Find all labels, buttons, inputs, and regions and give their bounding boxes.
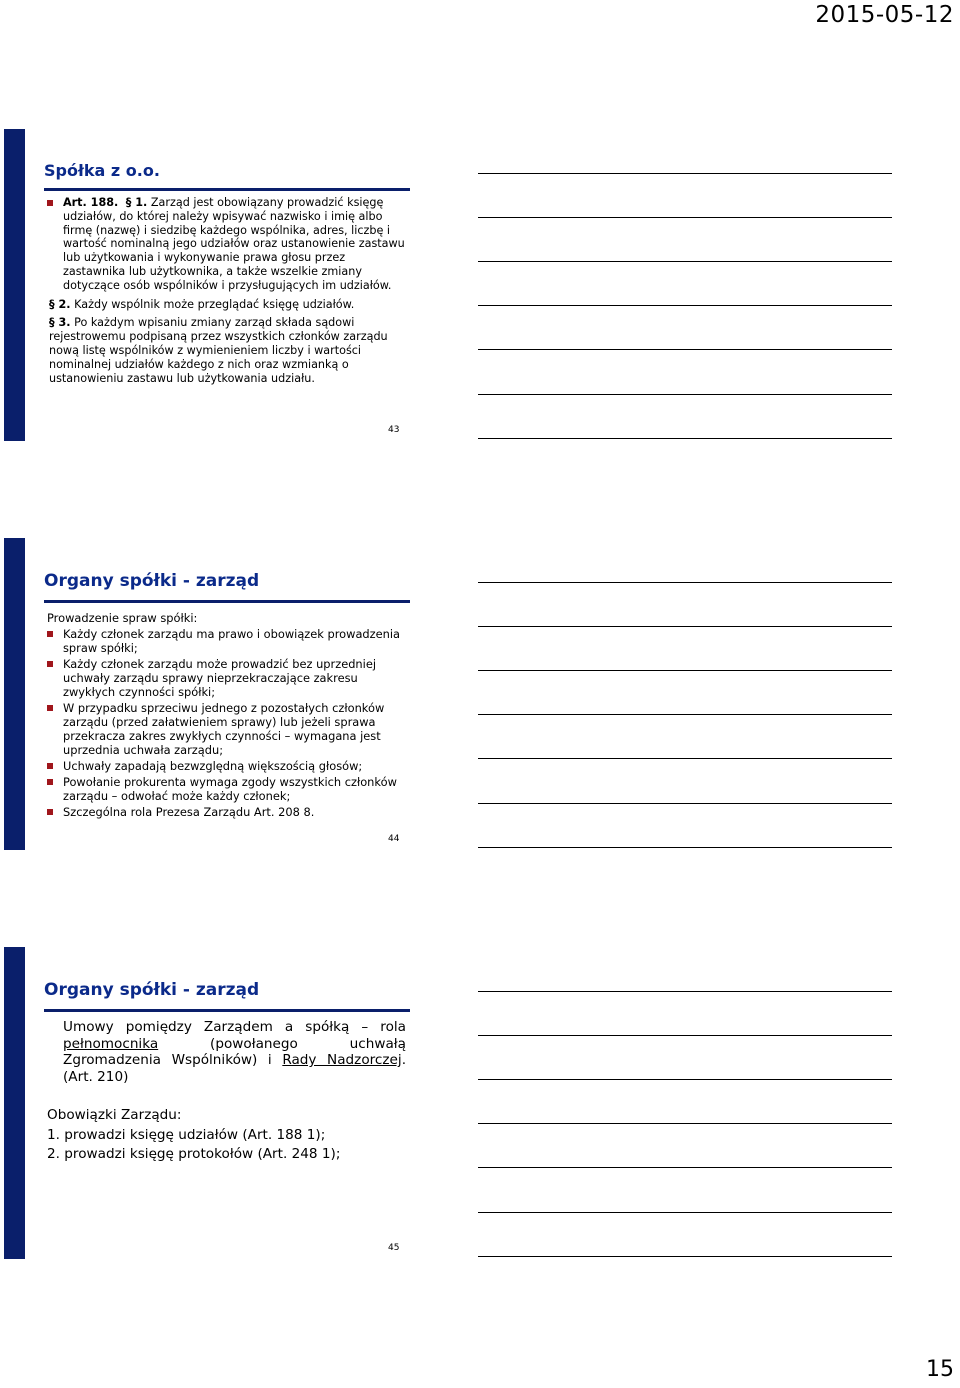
duties-title: Obowiązki Zarządu: [47, 1107, 182, 1123]
document-date: 2015-05-12 [815, 2, 954, 28]
slide-44 [0, 538, 420, 850]
paragraph-1-text: Zarząd jest obowiązany prowadzić księgę udziałów, do której należy wpisywać nazwisko i imię albo firmę (nazwę) i siedzibę każdego wspólnika, adres, liczbę i wartość nominalną jego udziałów oraz ustanowienie zastawu lub użytkowania i wykonywanie prawa głosu przez zastawnika lub użytkownika, a także wszelkie zmiany dotyczące osób wspólników i przysługujących im udziałów. [63, 196, 405, 292]
paragraph-2-text: Każdy wspólnik może przeglądać księgę udziałów. [74, 297, 355, 311]
list-item: Uchwały zapadają bezwzględną większością głosów; [47, 759, 409, 773]
contract-text-c: . (Art. 210) [63, 1052, 407, 1085]
slide-title: Organy spółki - zarząd [44, 980, 260, 1000]
paragraph-2 [47, 298, 409, 312]
slide-number: 45 [388, 1243, 400, 1253]
list-item: Powołanie prokurenta wymaga zgody wszystkich członków zarządu – odwołać może każdy członek; [47, 775, 409, 803]
paragraph-3-text: Po każdym wpisaniu zmiany zarząd składa sądowi rejestrowemu podpisaną przez wszystkich członków zarządu nową listę wspólników z wymienieniem liczby i wartości nominalnej udziałów każdego z nich oraz wzmianką o ustanowieniu zastawu lub użytkowania udziału. [49, 316, 388, 385]
list-item: 1. prowadzi księgę udziałów (Art. 188 1); [47, 1126, 326, 1143]
paragraph-3 [47, 316, 409, 385]
list-item: 2. prowadzi księgę protokołów (Art. 248 1); [47, 1146, 341, 1163]
list-item: Każdy członek zarządu może prowadzić bez uprzedniej uchwały zarządu sprawy nieprzekraczające zakresu zwykłych czynności spółki; [47, 657, 409, 699]
slide-title: Spółka z o.o. [44, 161, 160, 180]
section-sign: § [49, 316, 59, 330]
list-item: Szczególna rola Prezesa Zarządu Art. 208 8. [47, 805, 409, 819]
title-rule [44, 600, 410, 603]
slide-side-bar [4, 129, 25, 441]
paragraph-3-label: 3. [58, 316, 71, 330]
contract-paragraph [63, 1019, 406, 1085]
section-sign: § [121, 196, 136, 209]
contract-text-a: Umowy pomiędzy Zarządem a spółką – rola [63, 1019, 406, 1035]
slide-content [47, 196, 409, 385]
article-label: Art. 188. [63, 196, 119, 209]
list-item: W przypadku sprzeciwu jednego z pozostałych członków zarządu (przed załatwieniem sprawy) lub jeżeli sprawa przekracza zakres zwykłych czynności – wymagana jest uprzednia uchwała zarządu; [47, 701, 409, 757]
section-sign: § [49, 297, 59, 311]
slide-title: Organy spółki - zarząd [44, 571, 260, 591]
title-rule [44, 188, 410, 191]
slide-side-bar [4, 947, 25, 1259]
slide-content [47, 611, 409, 819]
slide-43 [0, 129, 420, 441]
slide-45 [0, 947, 420, 1259]
paragraph-1-label: 1. [135, 196, 148, 209]
title-rule [44, 1009, 410, 1012]
intro-text: Prowadzenie spraw spółki: [47, 611, 198, 625]
article-bullet [47, 196, 409, 293]
link-rady-nadzorczej[interactable]: Rady Nadzorczej [282, 1052, 402, 1068]
contract-text-b: (powołanego uchwałą Zgromadzenia Wspólników) i [63, 1035, 406, 1068]
link-pelnomocnika[interactable]: pełnomocnika [63, 1035, 159, 1052]
slide-side-bar [4, 538, 25, 850]
slide-number: 43 [388, 425, 400, 435]
paragraph-2-label: 2. [58, 297, 71, 311]
page-number: 15 [926, 1357, 954, 1382]
duties-list [47, 1106, 340, 1165]
list-item: Każdy członek zarządu ma prawo i obowiązek prowadzenia spraw spółki; [47, 627, 409, 655]
slide-number: 44 [388, 834, 400, 844]
